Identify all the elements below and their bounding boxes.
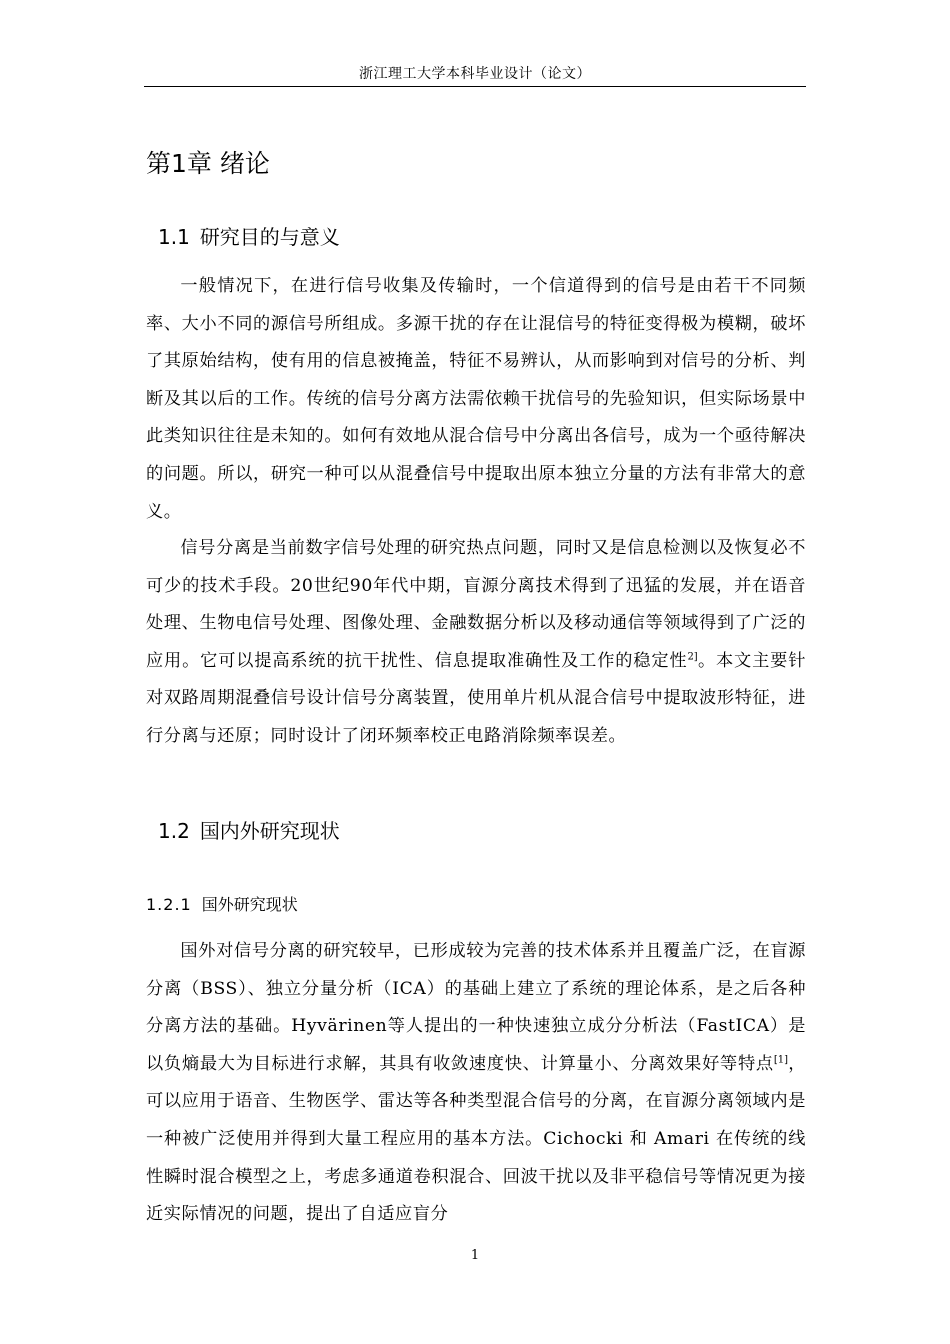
- paragraph-text: 。本文主要针对双路周期混叠信号设计信号分离装置，使用单片机从混合信号中提取波形特征，进行分离与还原；同时设计了闭环频率校正电路消除频率误差。: [146, 650, 806, 746]
- subsection-number: 1.2.1: [146, 895, 192, 914]
- citation-ref: 2]: [687, 651, 698, 663]
- subsection-heading-1-2-1: [146, 892, 298, 918]
- paragraph-foreign-research: [146, 933, 806, 1234]
- citation-ref: [1]: [773, 1054, 789, 1066]
- page-number: 1: [470, 1248, 480, 1263]
- paragraph-text: 国外对信号分离的研究较早，已形成较为完善的技术体系并且覆盖广泛，在盲源分离（BSS）、独立分量分析（ICA）的基础上建立了系统的理论体系，是之后各种分离方法的基础。Hyvärinen等人提出的一种快速独立成分分析法（FastICA）是以负熵最大为目标进行求解，其具有收敛速度快、计算量小、分离效果好等特点: [146, 941, 806, 1074]
- running-header: 浙江理工大学本科毕业设计（论文）: [144, 62, 806, 87]
- paragraph-signal-separation: [146, 530, 806, 756]
- paragraph-research-purpose: 一般情况下，在进行信号收集及传输时，一个信道得到的信号是由若干不同频率、大小不同的源信号所组成。多源干扰的存在让混信号的特征变得极为模糊，破坏了其原始结构，使有用的信息被掩盖，特征不易辨认，从而影响到对信号的分析、判断及其以后的工作。传统的信号分离方法需依赖干扰信号的先验知识，但实际场景中此类知识往往是未知的。如何有效地从混合信号中分离出各信号，成为一个亟待解决的问题。所以，研究一种可以从混叠信号中提取出原本独立分量的方法有非常大的意义。: [146, 276, 806, 522]
- section-number: 1.1: [158, 225, 190, 249]
- section-heading-1-2: [158, 816, 340, 846]
- paragraph-text: ，可以应用于语音、生物医学、雷达等各种类型混合信号的分离，在盲源分离领域内是一种被广泛使用并得到大量工程应用的基本方法。Cichocki 和 Amari 在传统的线性瞬时混合模型之上，考虑多通道卷积混合、回波干扰以及非平稳信号等情况更为接近实际情况的问题，提出了自适应盲分: [146, 1053, 806, 1225]
- chapter-title: 第1章 绪论: [146, 149, 270, 178]
- subsection-title-text: 国外研究现状: [201, 895, 298, 914]
- paragraph-text: 信号分离是当前数字信号处理的研究热点问题，同时又是信息检测以及恢复必不可少的技术手段。20世纪90年代中期，盲源分离技术得到了迅猛的发展，并在语音处理、生物电信号处理、图像处理、金融数据分析以及移动通信等领域得到了广泛的应用。它可以提高系统的抗干扰性、信息提取准确性及工作的稳定性: [146, 538, 806, 671]
- section-title-text: 国内外研究现状: [199, 819, 340, 843]
- section-title-text: 研究目的与意义: [199, 225, 340, 249]
- section-number: 1.2: [158, 819, 190, 843]
- section-heading-1-1: [158, 222, 340, 252]
